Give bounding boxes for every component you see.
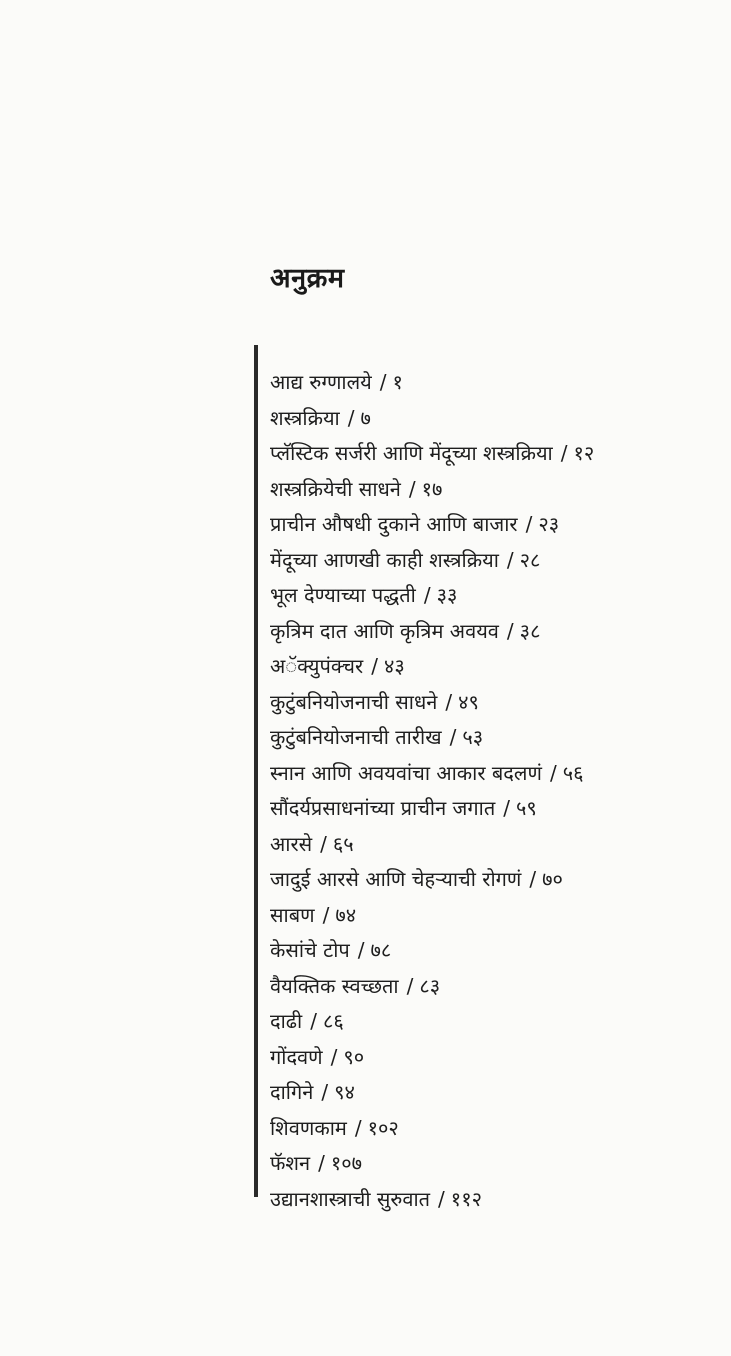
toc-entry-title: मेंदूच्या आणखी काही शस्त्रक्रिया <box>270 547 499 572</box>
toc-entry <box>270 685 594 721</box>
toc-entry-title: भूल देण्याच्या पद्धती <box>270 583 416 607</box>
toc-entry-page-number: १२ <box>573 441 595 465</box>
vertical-rule <box>254 345 258 1197</box>
toc-entry <box>270 365 594 401</box>
toc-entry-title: दाढी <box>270 1009 303 1033</box>
toc-entry-page-number: ५६ <box>562 760 584 785</box>
toc-entry-title: आरसे <box>270 831 313 856</box>
toc-entry-page-number: २३ <box>538 512 560 536</box>
toc-separator: / <box>322 902 330 927</box>
toc-entry-page-number: १०२ <box>367 1115 399 1140</box>
toc-entry <box>270 1004 594 1040</box>
toc-entry-title: दागिने <box>270 1080 314 1104</box>
toc-entry-title: अॅक्युपंक्चर <box>270 654 364 678</box>
toc-entry-title: उद्यानशास्त्राची सुरुवात <box>270 1186 431 1211</box>
toc-separator: / <box>423 583 431 607</box>
toc-entry-page-number: ७ <box>360 405 371 430</box>
toc-separator: / <box>347 405 355 430</box>
toc-separator: / <box>320 831 327 856</box>
toc-entry-page-number: ६५ <box>332 831 354 856</box>
toc-entry <box>270 1075 594 1111</box>
toc-entry-title: प्राचीन औषधी दुकाने आणि बाजार <box>270 512 518 536</box>
toc-entry-title: फॅशन <box>270 1151 311 1175</box>
toc-entry <box>270 578 594 614</box>
toc-entry-page-number: ८६ <box>323 1009 344 1033</box>
toc-entry-title: सौंदर्यप्रसाधनांच्या प्राचीन जगात <box>270 796 496 820</box>
toc-entry-title: साबण <box>270 902 315 927</box>
toc-entry <box>270 436 594 472</box>
toc-entry-page-number: ५३ <box>462 725 484 749</box>
toc-entry-page-number: ९० <box>343 1044 365 1069</box>
toc-entry <box>270 898 594 934</box>
toc-entry-page-number: ५९ <box>515 796 537 820</box>
toc-entry <box>270 472 594 508</box>
toc-separator: / <box>321 1080 329 1104</box>
toc-separator: / <box>357 938 365 962</box>
toc-entry-page-number: १ <box>392 370 403 394</box>
toc-separator: / <box>354 1115 362 1140</box>
toc-entry-page-number: ४३ <box>383 654 405 678</box>
table-of-contents <box>254 345 714 1211</box>
toc-separator: / <box>449 725 457 749</box>
toc-entry-page-number: ८३ <box>419 973 441 998</box>
toc-entry-page-number: ७४ <box>335 902 357 927</box>
toc-entry <box>270 1040 594 1076</box>
toc-entry-title: शिवणकाम <box>270 1115 347 1140</box>
toc-entry <box>270 1146 594 1182</box>
toc-entry-title: जादुई आरसे आणि चेहऱ्याची रोगणं <box>270 867 522 891</box>
toc-entry-page-number: २८ <box>519 547 541 572</box>
toc-separator: / <box>318 1151 325 1175</box>
toc-entry <box>270 827 594 863</box>
toc-entry-title: वैयक्तिक स्वच्छता <box>270 973 399 998</box>
toc-entry-title: प्लॅस्टिक सर्जरी आणि मेंदूच्या शस्त्रक्रिया <box>270 441 553 465</box>
page-title: अनुक्रम <box>270 263 345 294</box>
toc-entry <box>270 401 594 437</box>
toc-entry <box>270 1182 594 1218</box>
toc-entry-title: शस्त्रक्रियेची साधने <box>270 476 401 501</box>
toc-entry <box>270 1111 594 1147</box>
toc-entry-page-number: १०७ <box>330 1151 363 1175</box>
toc-entry-title: आद्य रुग्णालये <box>270 370 372 394</box>
toc-entry-page-number: ३८ <box>519 618 541 643</box>
toc-entry-page-number: ११२ <box>450 1186 482 1211</box>
toc-entry <box>270 614 594 650</box>
toc-entry-page-number: ३३ <box>436 583 458 607</box>
toc-entry <box>270 862 594 898</box>
toc-entry-page-number: ९४ <box>334 1080 355 1104</box>
toc-separator: / <box>379 370 387 394</box>
toc-separator: / <box>506 547 514 572</box>
toc-separator: / <box>503 796 510 820</box>
toc-entry <box>270 543 594 579</box>
toc-separator: / <box>560 441 568 465</box>
toc-entry-page-number: ४९ <box>458 689 479 714</box>
toc-separator: / <box>406 973 414 998</box>
toc-entry-page-number: ७० <box>542 867 563 891</box>
toc-entry-title: कुटुंबनियोजनाची तारीख <box>270 725 442 749</box>
toc-separator: / <box>529 867 537 891</box>
toc-separator: / <box>310 1009 317 1033</box>
toc-entry-title: स्नान आणि अवयवांचा आकार बदलणं <box>270 760 542 785</box>
toc-entry-page-number: ७८ <box>370 938 392 962</box>
toc-entry <box>270 507 594 543</box>
toc-entry <box>270 756 594 792</box>
toc-entry <box>270 933 594 969</box>
toc-list <box>270 365 594 1217</box>
toc-entry <box>270 969 594 1005</box>
toc-entry-title: गोंदवणे <box>270 1044 323 1069</box>
toc-entry-title: कुटुंबनियोजनाची साधने <box>270 689 438 714</box>
toc-separator: / <box>438 1186 445 1211</box>
toc-entry <box>270 720 594 756</box>
toc-entry-page-number: १७ <box>421 476 443 501</box>
toc-separator: / <box>330 1044 338 1069</box>
toc-entry <box>270 791 594 827</box>
toc-entry <box>270 649 594 685</box>
toc-separator: / <box>549 760 557 785</box>
toc-separator: / <box>371 654 378 678</box>
toc-separator: / <box>506 618 514 643</box>
toc-entry-title: कृत्रिम दात आणि कृत्रिम अवयव <box>270 618 499 643</box>
toc-entry-title: केसांचे टोप <box>270 938 350 962</box>
toc-entry-title: शस्त्रक्रिया <box>270 405 340 430</box>
toc-separator: / <box>445 689 453 714</box>
toc-separator: / <box>525 512 533 536</box>
toc-separator: / <box>408 476 416 501</box>
